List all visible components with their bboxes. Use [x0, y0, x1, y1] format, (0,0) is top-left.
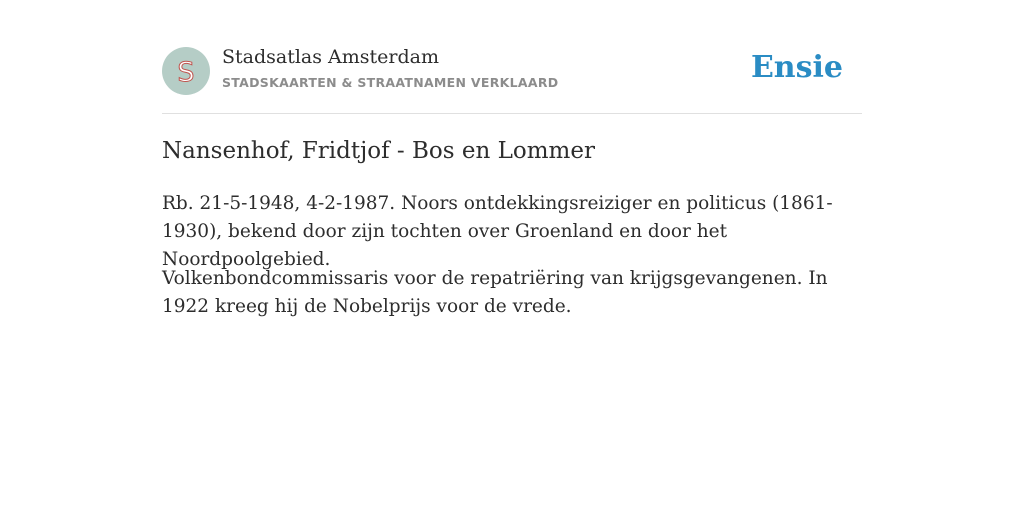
avatar[interactable]	[162, 47, 210, 95]
entry-title: Nansenhof, Fridtjof - Bos en Lommer	[162, 138, 595, 164]
entry-paragraph: Rb. 21-5-1948, 4-2-1987. Noors ontdekkingsreiziger en politicus (1861- 1930), bekend door zijn tochten over Groenland en door het Noordpoolgebied.	[162, 193, 833, 270]
entry-paragraph: Volkenbondcommissaris voor de repatriëring van krijgsgevangenen. In 1922 kreeg hij de Nobelprijs voor de vrede.	[162, 268, 828, 317]
site-subtitle: STADSKAARTEN & STRAATNAMEN VERKLAARD	[222, 75, 559, 90]
avatar-letter: S	[177, 56, 195, 88]
site-title[interactable]: Stadsatlas Amsterdam	[222, 46, 440, 68]
site-header	[162, 0, 862, 114]
content-container	[162, 0, 862, 317]
brand-logo[interactable]: Ensie	[750, 50, 843, 85]
